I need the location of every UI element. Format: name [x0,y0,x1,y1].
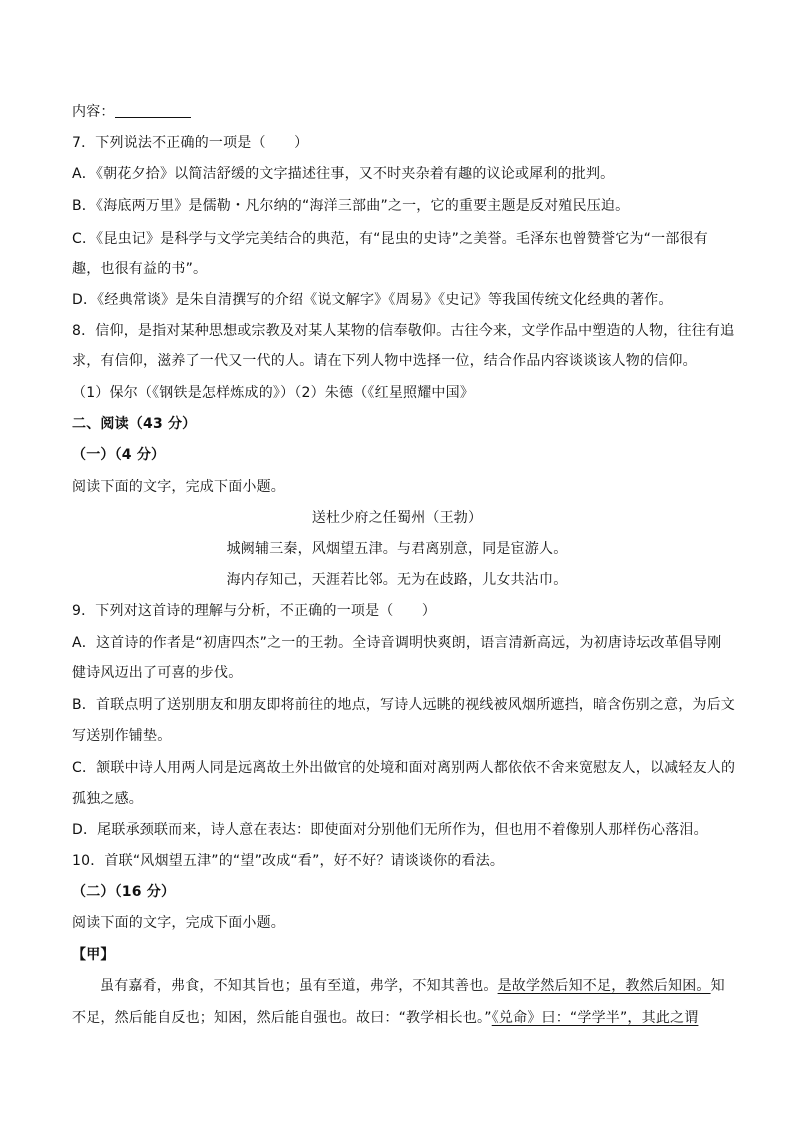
question-9-option-d: D．尾联承颈联而来，诗人意在表达：即使面对分别他们无所作为，但也用不着像别人那样伤心落泪。 [72,822,708,838]
passage-text: 知 [710,978,725,994]
question-7-option-b: B．《海底两万里》是儒勒・凡尔纳的“海洋三部曲”之一，它的重要主题是反对殖民压迫。 [72,198,630,214]
question-7-option-d: D．《经典常谈》是朱自清撰写的介绍《说文解字》《周易》《史记》等我国传统文化经典的著作。 [72,292,673,308]
part-1-heading: （一）（4 分） [72,447,166,463]
passage-text: 不足，然后能自反也；知困，然后能自强也。故曰：“教学相长也。” [72,1010,492,1026]
question-9-option-c-line1: C．颔联中诗人用两人同是远离故土外出做官的处境和面对离别两人都依依不舍来宽慰友人，以减轻友人的 [72,760,736,776]
question-8-line1: 8．信仰，是指对某种思想或宗教及对某人某物的信奉敬仰。古往今来，文学作品中塑造的人物，往往有追 [72,323,735,339]
question-9-option-a-line1: A．这首诗的作者是“初唐四杰”之一的王勃。全诗音调明快爽朗，语言清新高远，为初唐诗坛改革倡导刚 [72,635,722,651]
question-9-stem: 9．下列对这首诗的理解与分析，不正确的一项是（ ） [72,603,437,619]
poem-line-2: 海内存知己，天涯若比邻。无为在歧路，儿女共沾巾。 [226,572,568,588]
content-label: 内容： [72,104,115,120]
question-9-option-c-line2: 孤独之感。 [72,791,143,807]
question-9-option-b-line1: B．首联点明了送别朋友和朋友即将前往的地点，写诗人远眺的视线被风烟所遮挡，暗含伤别之意，为后文 [72,697,736,713]
question-9-option-b-line2: 写送别作铺垫。 [72,728,172,744]
question-7-stem: 7．下列说法不正确的一项是（ ） [72,135,309,151]
poem-title: 送杜少府之任蜀州（王勃） [311,510,483,526]
underlined-sentence: 《兑命》曰：“学学半”，其此之谓 [491,1010,699,1026]
question-7-option-c-line2: 趣，也很有益的书”。 [72,261,208,277]
question-7-option-a: A．《朝花夕拾》以简洁舒缓的文字描述往事，又不时夹杂着有趣的议论或犀利的批判。 [72,166,615,182]
question-9-option-a-line2: 健诗风迈出了可喜的步伐。 [72,665,243,681]
passage-jia-line1 [100,975,726,997]
question-7-option-c-line1: C．《昆虫记》是科学与文学完美结合的典范，有“昆虫的史诗”之美誉。毛泽东也曾赞誉它为“一部很有 [72,231,708,247]
part-2-heading: （二）（16 分） [72,884,176,900]
poem-line-1: 城阙辅三秦，风烟望五津。与君离别意，同是宦游人。 [226,541,568,557]
passage-jia-line2 [72,1007,726,1029]
question-8-line2: 求，有信仰，滋养了一代又一代的人。请在下列人物中选择一位，结合作品内容谈谈该人物的信仰。 [72,353,697,369]
passage-text: 虽有嘉肴，弗食，不知其旨也；虽有至道，弗学，不知其善也。 [100,978,498,994]
answer-blank[interactable] [115,102,191,118]
part-1-instruction: 阅读下面的文字，完成下面小题。 [72,479,285,495]
part-2-instruction: 阅读下面的文字，完成下面小题。 [72,915,285,931]
underlined-sentence: 是故学然后知不足，教然后知困。 [497,978,711,994]
section-2-heading: 二、阅读（43 分） [72,416,197,432]
question-10: 10．首联“风烟望五津”的“望”改成“看”，好不好？请谈谈你的看法。 [72,853,505,869]
passage-jia-label: 【甲】 [72,947,115,963]
question-8-choices: （1）保尔（《钢铁是怎样炼成的》）（2）朱德（《红星照耀中国》 [72,385,475,401]
content-answer-line [72,101,726,123]
